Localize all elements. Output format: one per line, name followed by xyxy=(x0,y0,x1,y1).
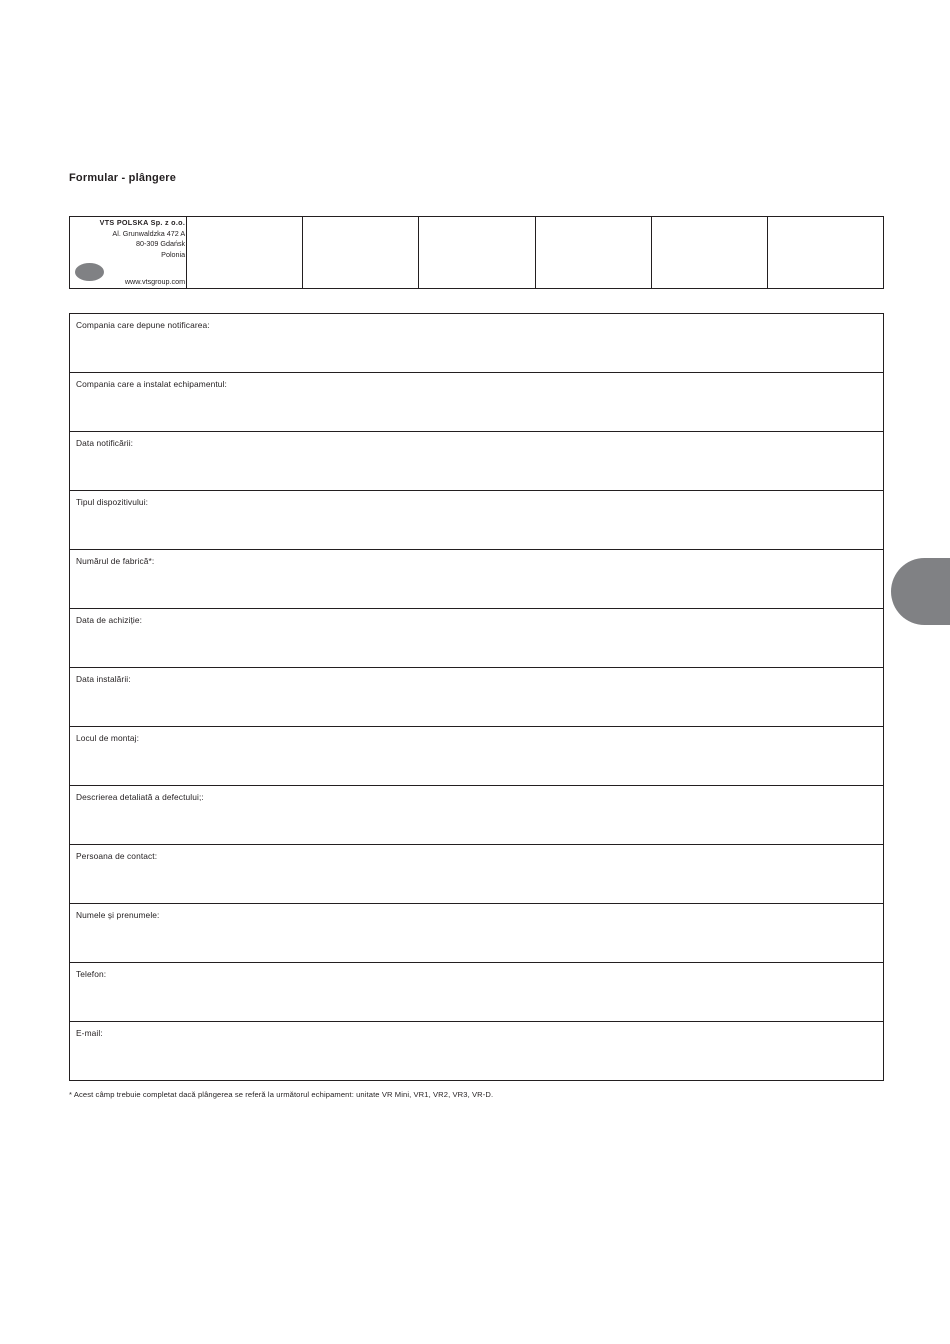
field-phone[interactable] xyxy=(70,962,883,1021)
page-title: Formular - plângere xyxy=(69,172,177,184)
company-logo-icon xyxy=(75,263,104,281)
field-contact-person[interactable] xyxy=(70,844,883,903)
field-label: Data de achiziție: xyxy=(76,615,143,625)
field-label: Data instalării: xyxy=(76,674,131,684)
header-empty-cell[interactable] xyxy=(535,217,651,288)
field-label: Descrierea detaliată a defectului;: xyxy=(76,792,204,802)
field-installation-date[interactable] xyxy=(70,667,883,726)
company-info-cell xyxy=(70,217,186,288)
company-address-line2: 80-309 Gdańsk xyxy=(135,239,186,248)
field-defect-description[interactable] xyxy=(70,785,883,844)
company-website: www.vtsgroup.com xyxy=(124,276,186,286)
field-purchase-date[interactable] xyxy=(70,608,883,667)
field-label: E-mail: xyxy=(76,1028,103,1038)
field-serial-number[interactable] xyxy=(70,549,883,608)
field-device-type[interactable] xyxy=(70,490,883,549)
field-notifying-company[interactable] xyxy=(70,314,883,372)
header-empty-cell[interactable] xyxy=(302,217,418,288)
field-label: Telefon: xyxy=(76,969,107,979)
field-installation-place[interactable] xyxy=(70,726,883,785)
field-label: Tipul dispozitivului: xyxy=(76,497,149,507)
field-notification-date[interactable] xyxy=(70,431,883,490)
field-full-name[interactable] xyxy=(70,903,883,962)
complaint-form xyxy=(69,313,884,1081)
header-empty-cell[interactable] xyxy=(651,217,767,288)
field-label: Persoana de contact: xyxy=(76,851,158,861)
field-label: Numărul de fabrică*: xyxy=(76,556,155,566)
header-empty-cell[interactable] xyxy=(186,217,302,288)
field-email[interactable] xyxy=(70,1021,883,1080)
footnote: * Acest câmp trebuie completat dacă plângerea se referă la următorul echipament: unitate VR Mini, VR1, VR2, VR3, VR-D. xyxy=(69,1090,494,1099)
field-label: Locul de montaj: xyxy=(76,733,140,743)
field-label: Compania care depune notificarea: xyxy=(76,320,210,330)
field-label: Data notificării: xyxy=(76,438,134,448)
header-empty-cell[interactable] xyxy=(767,217,883,288)
header-empty-cell[interactable] xyxy=(418,217,534,288)
field-label: Compania care a instalat echipamentul: xyxy=(76,379,227,389)
header-table xyxy=(69,216,884,289)
field-label: Numele și prenumele: xyxy=(76,910,160,920)
field-installer-company[interactable] xyxy=(70,372,883,431)
section-tab-marker xyxy=(891,558,950,625)
company-country: Polonia xyxy=(161,249,186,259)
company-name: VTS POLSKA Sp. z o.o. xyxy=(99,218,186,227)
company-address-line1: Al. Grunwaldzka 472 A xyxy=(112,228,186,238)
